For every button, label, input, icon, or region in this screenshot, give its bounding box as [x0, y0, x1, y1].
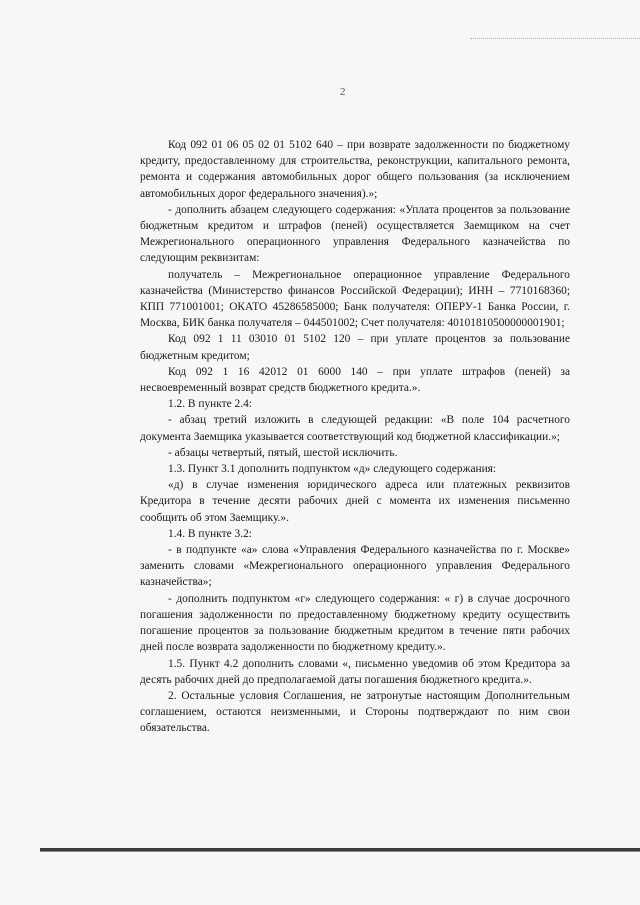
- paragraph-1-3: 1.3. Пункт 3.1 дополнить подпунктом «д» следующего содержания:: [168, 463, 497, 476]
- paragraph-1-2: 1.2. В пункте 2.4:: [168, 398, 252, 411]
- paragraph-1-2-b: - абзацы четвертый, пятый, шестой исключить.: [168, 446, 398, 459]
- paragraph-1-4-a: - в подпункте «а» слова «Управления Федерального казначейства по г. Москве» заменить словами «Межрегионального операционного управления Федерального казначейства»;: [140, 544, 570, 589]
- paragraph-recipient-details: получатель – Межрегиональное операционное управление Федерального казначейства (Министерство финансов Российской Федерации); ИНН – 7710168360; КПП 771001001; ОКАТО 45286585000; Банк получателя: ОПЕРУ-1 Банка России, г. Москва, БИК банка получателя – 044501002; Счет получателя: 40101810500000001901;: [140, 268, 570, 330]
- scan-edge-line: [470, 38, 640, 39]
- paragraph-code-120: Код 092 1 11 03010 01 5102 120 – при уплате процентов за пользование бюджетным кредитом;: [140, 333, 570, 362]
- paragraph-1-3-d: «д) в случае изменения юридического адреса или платежных реквизитов Кредитора в течение десяти рабочих дней с момента их изменения письменно сообщить об этом Заемщику.».: [140, 479, 570, 524]
- paragraph-1-4: 1.4. В пункте 3.2:: [168, 527, 252, 540]
- paragraph-1-2-a: - абзац третий изложить в следующей редакции: «В поле 104 расчетного документа Заемщика указывается соответствующий код бюджетной классификации.»;: [140, 414, 570, 443]
- paragraph-1-4-g: - дополнить подпунктом «г» следующего содержания: « г) в случае досрочного погашения задолженности по предоставленному бюджетному кредиту осуществить погашение процентов за пользование бюджетным кредитом в течение пяти рабочих дней после возврата задолженности по бюджетному кредиту.».: [140, 592, 570, 654]
- scan-bottom-edge: [40, 848, 640, 851]
- paragraph-2: 2. Остальные условия Соглашения, не затронутые настоящим Дополнительным соглашением, остаются неизменными, и Стороны подтверждают по ним свои обязательства.: [140, 689, 570, 735]
- document-body: [140, 137, 570, 737]
- paragraph-code-140: Код 092 1 16 42012 01 6000 140 – при уплате штрафов (пеней) за несвоевременный возврат средств бюджетного кредита.».: [140, 365, 570, 395]
- paragraph-add-interest: - дополнить абзацем следующего содержания: «Уплата процентов за пользование бюджетным кредитом и штрафов (пеней) осуществляется Заемщиком на счет Межрегионального операционного управления Федерального казначейства по следующим реквизитам:: [140, 203, 570, 265]
- page-number: 2: [340, 86, 346, 98]
- paragraph-code-640: Код 092 01 06 05 02 01 5102 640 – при возврате задолженности по бюджетному кредиту, предоставленному для строительства, реконструкции, капитального ремонта, ремонта и содержания автомобильных дорог общего пользования (за исключением автомобильных дорог федерального значения).»;: [140, 139, 570, 200]
- paragraph-1-5: 1.5. Пункт 4.2 дополнить словами «, письменно уведомив об этом Кредитора за десять рабочих дней до предполагаемой даты погашения бюджетного кредита.».: [140, 657, 570, 686]
